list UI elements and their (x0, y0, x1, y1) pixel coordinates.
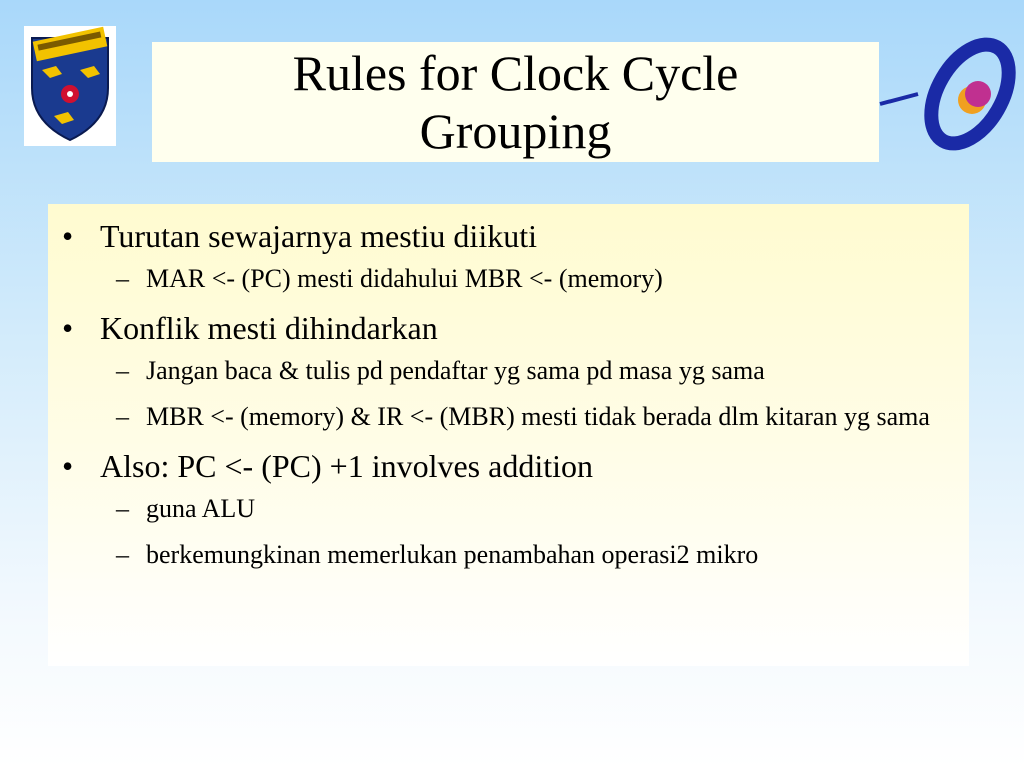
dash-marker: – (116, 494, 129, 523)
sub-bullet-text: Jangan baca & tulis pd pendaftar yg sama pd masa yg sama (146, 356, 765, 385)
bullet-item (48, 308, 969, 348)
dash-marker: – (116, 264, 129, 293)
dash-marker: – (116, 356, 129, 385)
slide-title-line: Grouping (419, 103, 612, 159)
bullet-item (48, 446, 969, 486)
sub-bullet-item (48, 492, 969, 526)
dash-marker: – (116, 402, 129, 431)
bullet-marker: • (62, 310, 74, 346)
university-crest-icon (24, 26, 116, 146)
bullet-list (48, 204, 969, 666)
slide-title (152, 42, 879, 162)
sub-bullet-text: MAR <- (PC) mesti didahului MBR <- (memory) (146, 264, 663, 293)
bullet-marker: • (62, 218, 74, 254)
dash-marker: – (116, 540, 129, 569)
sub-bullet-text: MBR <- (memory) & IR <- (MBR) mesti tidak berada dlm kitaran yg sama (146, 402, 930, 431)
bullet-text: Also: PC <- (PC) +1 involves addition (100, 448, 593, 484)
sub-bullet-item (48, 354, 969, 388)
bullet-marker: • (62, 448, 74, 484)
sub-bullet-item (48, 262, 969, 296)
slide-title-line: Rules for Clock Cycle (292, 45, 739, 101)
sub-bullet-item (48, 400, 969, 434)
orbit-logo-icon (878, 28, 1018, 158)
bullet-text: Turutan sewajarnya mestiu diikuti (100, 218, 537, 254)
bullet-item (48, 216, 969, 256)
bullet-text: Konflik mesti dihindarkan (100, 310, 438, 346)
sub-bullet-text: berkemungkinan memerlukan penambahan operasi2 mikro (146, 540, 759, 569)
sub-bullet-text: guna ALU (146, 494, 256, 523)
sub-bullet-item (48, 538, 969, 572)
